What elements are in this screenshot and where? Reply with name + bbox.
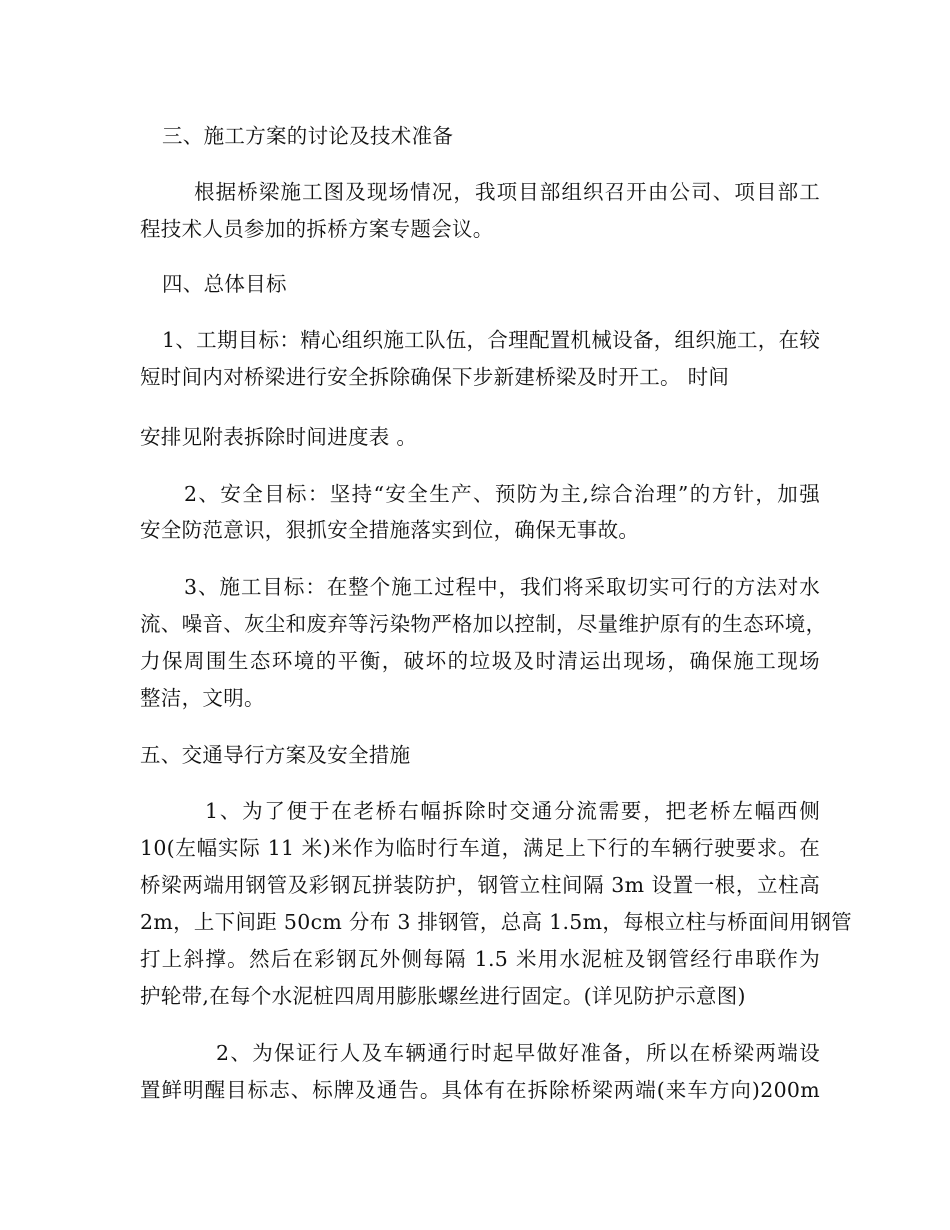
paragraph-line: 1、工期目标：精心组织施工队伍，合理配置机械设备，组织施工，在较 [162,328,821,352]
section-heading-5: 五、交通导行方案及安全措施 [140,743,411,767]
paragraph-line: 3、施工目标：在整个施工过程中，我们将采取切实可行的方法对水 [184,575,820,599]
paragraph-line: 2m，上下间距 50cm 分布 3 排钢管，总高 1.5m，每根立柱与桥面间用钢管 [140,910,852,934]
paragraph-line: 流、噪音、灰尘和废弃等污染物严格加以控制，尽量维护原有的生态环境， [140,612,827,636]
paragraph-line: 1、为了便于在老桥右幅拆除时交通分流需要，把老桥左幅西侧 [205,799,820,823]
section-heading-3: 三、施工方案的讨论及技术准备 [162,124,454,148]
paragraph-line: 力保周围生态环境的平衡，破坏的垃圾及时清运出现场，确保施工现场 [140,649,820,673]
paragraph-line: 10(左幅实际 11 米)米作为临时行车道，满足上下行的车辆行驶要求。在 [140,836,820,860]
paragraph-line: 根据桥梁施工图及现场情况，我项目部组织召开由公司、项目部工 [194,180,820,204]
paragraph-line: 安全防范意识，狠抓安全措施落实到位，确保无事故。 [140,518,640,542]
paragraph-line: 2、为保证行人及车辆通行时起早做好准备，所以在桥梁两端设 [216,1041,820,1065]
paragraph-line: 护轮带,在每个水泥桩四周用膨胀螺丝进行固定。(详见防护示意图) [140,984,746,1008]
paragraph-line: 置鲜明醒目标志、标牌及通告。具体有在拆除桥梁两端(来车方向)200m [140,1078,820,1102]
paragraph-line: 短时间内对桥梁进行安全拆除确保下步新建桥梁及时开工。 时间 [140,365,730,389]
paragraph-line: 整洁，文明。 [140,686,265,710]
paragraph-line: 打上斜撑。然后在彩钢瓦外侧每隔 1.5 米用水泥桩及钢管经行串联作为 [140,947,820,971]
paragraph-line: 安排见附表拆除时间进度表 。 [140,425,418,449]
section-heading-4: 四、总体目标 [162,272,287,296]
paragraph-line: 程技术人员参加的拆桥方案专题会议。 [140,217,494,241]
paragraph-line: 桥梁两端用钢管及彩钢瓦拼装防护，钢管立柱间隔 3m 设置一根，立柱高 [140,873,820,897]
paragraph-line: 2、安全目标：坚持“安全生产、预防为主,综合治理”的方针，加强 [184,482,820,506]
